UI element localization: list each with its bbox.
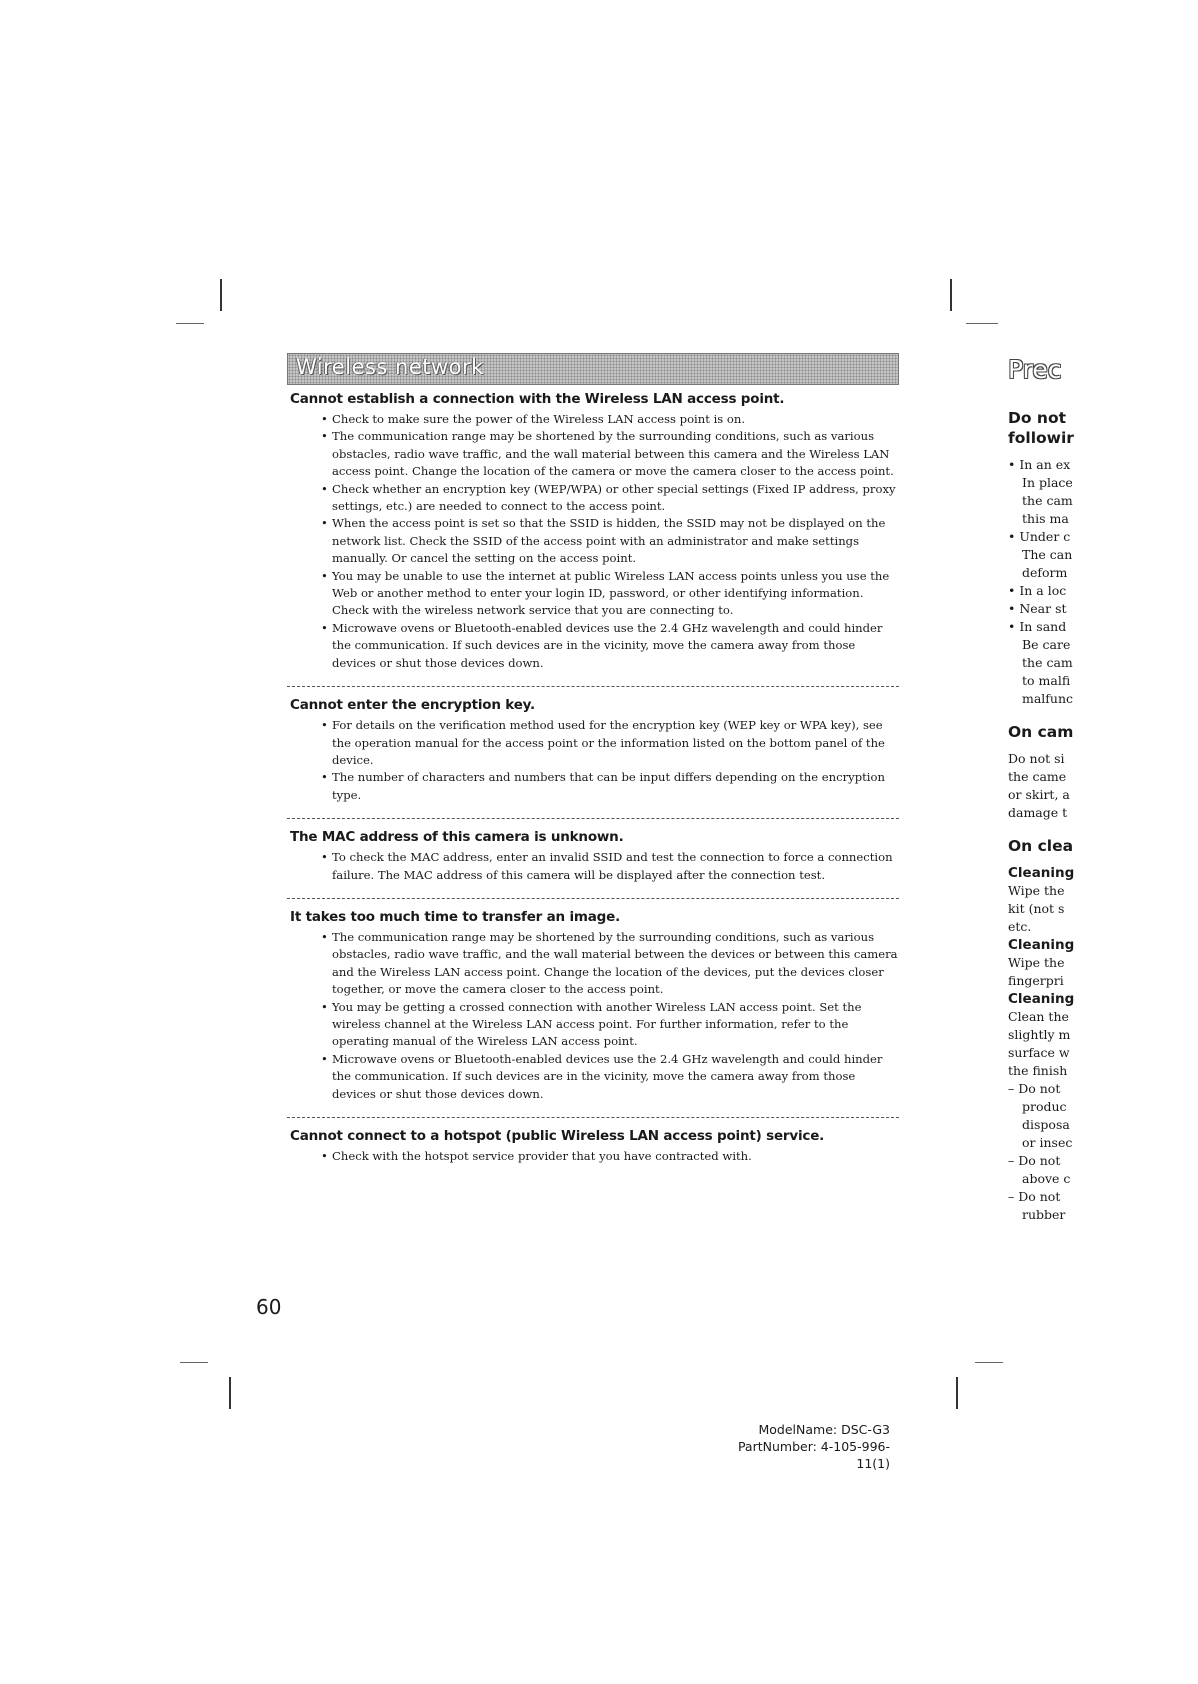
- text-line: above c: [1022, 1171, 1071, 1186]
- bullet-list: [287, 411, 899, 672]
- section-divider: [287, 898, 899, 899]
- bullet-item: • Check whether an encryption key (WEP/WPA) or other special settings (Fixed IP address, proxy settings, etc.) are needed to connect to the access point.: [332, 481, 899, 516]
- text-line: rubber: [1022, 1207, 1066, 1222]
- section-divider: [287, 686, 899, 687]
- precautions-subheading: On cam: [1008, 723, 1074, 741]
- bullet-item: • You may be unable to use the internet at public Wireless LAN access points unless you use the Web or another method to enter your login ID, password, or other identifying information. Check with the wireless network service that you are connecting to.: [332, 568, 899, 620]
- precautions-subheading: On clea: [1008, 837, 1074, 855]
- footer-model-name: ModelName: DSC-G3: [758, 1422, 890, 1437]
- page-number: 60: [256, 1295, 282, 1319]
- precautions-column-partial: [1008, 355, 1198, 1235]
- section-banner: [287, 353, 899, 385]
- text-line: – Do not: [1008, 1081, 1061, 1096]
- text-line: produc: [1022, 1099, 1067, 1114]
- bullet-item: • The communication range may be shortened by the surrounding conditions, such as various obstacles, radio wave traffic, and the wall material between this camera and the Wireless LAN access point. Change the location of the camera or move the camera closer to the access point.: [332, 428, 899, 480]
- text-line: kit (not s: [1008, 901, 1065, 916]
- text-line: damage t: [1008, 805, 1068, 820]
- text-line: disposa: [1022, 1117, 1070, 1132]
- bullet-item: • The number of characters and numbers that can be input differs depending on the encryption type.: [332, 769, 899, 804]
- crop-mark: [956, 1377, 958, 1409]
- bullet-list: [287, 717, 899, 804]
- precautions-paragraph: [1008, 750, 1198, 822]
- section-divider: [287, 818, 899, 819]
- text-line: Clean the: [1008, 1009, 1069, 1024]
- text-line: the finish: [1008, 1063, 1068, 1078]
- bullet-item: • Microwave ovens or Bluetooth-enabled devices use the 2.4 GHz wavelength and could hinder the communication. If such devices are in the vicinity, move the camera away from those devices or shut those devices down.: [332, 620, 899, 672]
- footer-part-number: PartNumber: 4-105-996-11(1): [737, 1439, 890, 1471]
- text-line: followir: [1008, 429, 1074, 447]
- crop-mark: [176, 323, 204, 324]
- bullet-list: [287, 849, 899, 884]
- text-line: Wipe the: [1008, 883, 1065, 898]
- bullet-list: [287, 1148, 899, 1165]
- bullet-list: [287, 929, 899, 1103]
- text-line: deform: [1022, 565, 1068, 580]
- bullet-item: • When the access point is set so that the SSID is hidden, the SSID may not be displayed on the network list. Check the SSID of the access point with an administrator and make settings manually. Or cancel the setting on the access point.: [332, 515, 899, 567]
- text-line: the cam: [1022, 655, 1073, 670]
- text-line: • In sand: [1008, 619, 1067, 634]
- bullet-item: • You may be getting a crossed connection with another Wireless LAN access point. Set the wireless channel at the Wireless LAN access point. For further information, refer to the operating manual of the Wireless LAN access point.: [332, 999, 899, 1051]
- text-line: • In a loc: [1008, 583, 1067, 598]
- crop-mark: [975, 1362, 1003, 1363]
- text-line: the came: [1008, 769, 1067, 784]
- text-line: In place: [1022, 475, 1073, 490]
- crop-mark: [220, 279, 222, 311]
- text-line: etc.: [1008, 919, 1032, 934]
- section-title: It takes too much time to transfer an image.: [290, 908, 620, 925]
- text-line: the cam: [1022, 493, 1073, 508]
- precautions-list: [1008, 456, 1198, 708]
- bullet-item: • Microwave ovens or Bluetooth-enabled devices use the 2.4 GHz wavelength and could hinder the communication. If such devices are in the vicinity, move the camera away from those devices or shut those devices down.: [332, 1051, 899, 1103]
- banner-title: Wireless network: [296, 355, 484, 379]
- text-line: this ma: [1022, 511, 1069, 526]
- text-line: Do not si: [1008, 751, 1065, 766]
- text-line: fingerpri: [1008, 973, 1064, 988]
- text-line: – Do not: [1008, 1153, 1061, 1168]
- crop-mark: [180, 1362, 208, 1363]
- cleaning-subheading: Cleaning: [1008, 937, 1075, 953]
- section-divider: [287, 1117, 899, 1118]
- troubleshooting-column: [287, 353, 899, 1165]
- cleaning-subheading: Cleaning: [1008, 991, 1075, 1007]
- precautions-heading: Prec: [1008, 355, 1062, 384]
- bullet-item: • To check the MAC address, enter an invalid SSID and test the connection to force a connection failure. The MAC address of this camera will be displayed after the connection test.: [332, 849, 899, 884]
- bullet-item: • The communication range may be shortened by the surrounding conditions, such as various obstacles, radio wave traffic, and the wall material between the devices or between this camera and the Wireless LAN access point. Change the location of the devices, put the devices closer together, or move the camera closer to the access point.: [332, 929, 899, 999]
- text-line: malfunc: [1022, 691, 1074, 706]
- footer-model-info: [716, 1421, 890, 1472]
- section-title: Cannot establish a connection with the Wireless LAN access point.: [290, 391, 785, 407]
- crop-mark: [950, 279, 952, 311]
- section-title: Cannot connect to a hotspot (public Wireless LAN access point) service.: [290, 1128, 825, 1144]
- text-line: • Near st: [1008, 601, 1067, 616]
- section-hotspot: [287, 1128, 899, 1165]
- text-line: surface w: [1008, 1045, 1070, 1060]
- bullet-item: • For details on the verification method used for the encryption key (WEP key or WPA key), see the operation manual for the access point or the information listed on the bottom panel of the device.: [332, 717, 899, 769]
- text-line: • In an ex: [1008, 457, 1071, 472]
- cleaning-subheading: Cleaning: [1008, 865, 1075, 881]
- crop-mark: [229, 1377, 231, 1409]
- precautions-subheading: [1008, 408, 1198, 448]
- bullet-item: • Check to make sure the power of the Wireless LAN access point is on.: [332, 411, 899, 428]
- text-line: or insec: [1022, 1135, 1073, 1150]
- section-title: The MAC address of this camera is unknown.: [290, 829, 624, 846]
- section-title: Cannot enter the encryption key.: [290, 697, 535, 714]
- text-line: • Under c: [1008, 529, 1071, 544]
- section-mac-address: [287, 829, 899, 884]
- bullet-item: • Check with the hotspot service provider that you have contracted with.: [332, 1148, 899, 1165]
- text-line: or skirt, a: [1008, 787, 1070, 802]
- text-line: Be care: [1022, 637, 1071, 652]
- section-transfer-time: [287, 909, 899, 1103]
- text-line: Wipe the: [1008, 955, 1065, 970]
- section-encryption: [287, 697, 899, 804]
- text-line: to malfi: [1022, 673, 1071, 688]
- text-line: The can: [1022, 547, 1073, 562]
- crop-mark: [966, 323, 998, 324]
- text-line: Do not: [1008, 409, 1067, 427]
- section-connection: [287, 391, 899, 672]
- text-line: – Do not: [1008, 1189, 1061, 1204]
- text-line: slightly m: [1008, 1027, 1071, 1042]
